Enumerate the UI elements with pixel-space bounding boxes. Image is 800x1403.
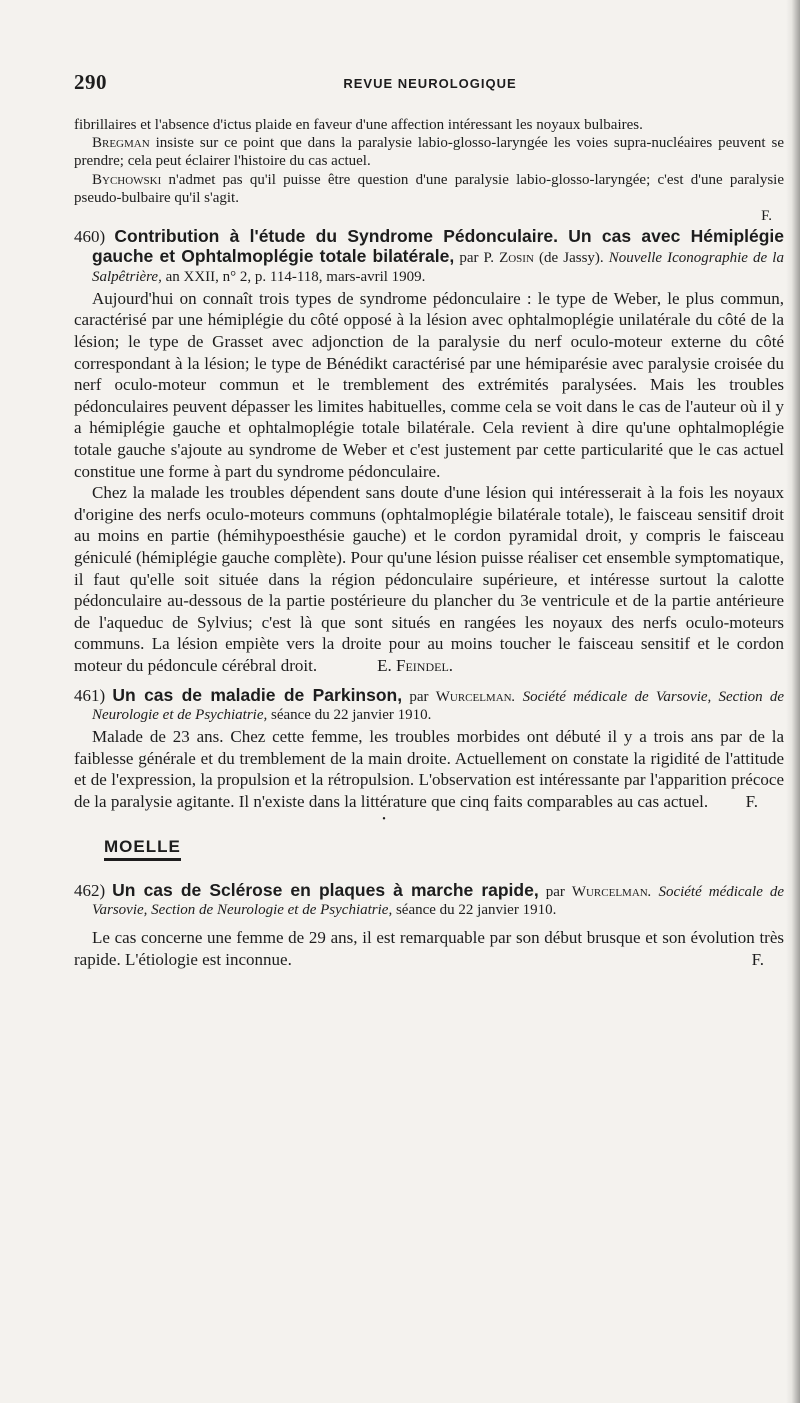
- page-number: 290: [74, 70, 107, 94]
- article-by: par: [402, 688, 436, 705]
- article-461-heading: [74, 686, 784, 724]
- signature-name: Feindel.: [396, 655, 454, 675]
- article-title: Un cas de Sclérose en plaques à marche rapide,: [112, 879, 539, 900]
- separator-ornament: •: [382, 813, 386, 825]
- article-460-paragraph-2: [74, 482, 784, 676]
- review-signature: F.: [761, 208, 772, 225]
- continuation-paragraph: fibrillaires et l'absence d'ictus plaide en faveur d'une affection intéressant les noyaux bulbaires.: [74, 117, 643, 133]
- article-citation: séance du 22 janvier 1910.: [267, 706, 432, 723]
- article-title: Contribution à l'étude du Syndrome Pédonculaire. Un cas avec Hémiplégie gauche et Ophtalmoplégie totale bilatérale,: [92, 226, 785, 267]
- article-462-heading: [74, 881, 784, 919]
- article-author: Wurcelman: [435, 688, 512, 705]
- bregman-paragraph: [74, 134, 784, 170]
- article-place: (de Jassy).: [533, 250, 609, 267]
- page-header: [74, 70, 786, 100]
- article-462-paragraph-1: Le cas concerne une femme de 29 ans, il est remarquable par son début brusque et son évolution très rapide. L'étiologie est inconnue.: [74, 928, 784, 969]
- section-heading-wrap: [74, 837, 784, 861]
- article-461-paragraph-1: Malade de 23 ans. Chez cette femme, les troubles morbides ont débuté il y a trois ans par de la faiblesse générale et du tremblement de la main droite. Actuellement on constate la rigidité de l'attitude et de l'expression, la propulsion et la rétropulsion. L'observation est intéressante par l'apparition précoce de la paralysie agitante. Il n'existe dans la littérature que cinq faits comparables au cas actuel.: [74, 726, 784, 811]
- article-journal: . Société médicale de Varsovie, Section de Neurologie et de Psychiatrie,: [92, 883, 785, 919]
- article-462-signature: F.: [751, 950, 764, 970]
- article-460-paragraph-1: Aujourd'hui on connaît trois types de syndrome pédonculaire : le type de Weber, le plus commun, caractérisé par une hémiplégie du côté opposé à la lésion avec ophtalmoplégie unilatérale du côté de la lésion; le type de Grasset avec adjonction de la paralysie du nerf oculo-moteur externe du côté correspondant à la lésion; le type de Bénédikt caractérisé par une hémiparésie avec paralysie croisée du nerf oculo-moteur commun et le tremblement des extrémités paralysées. Mais les troubles pédonculaires peuvent dépasser les limites habituelles, comme cela se voit dans le cas de l'auteur où il y a hémiplégie gauche et ophtalmoplégie totale bilatérale. Cela revient à dire qu'une ophtalmoplégie totale gauche s'ajoute au syndrome de Weber et c'est justement par cette particularité que le cas actuel constitue une forme à part du syndrome pédonculaire.: [74, 288, 784, 481]
- article-461-signature: F.: [745, 792, 758, 812]
- page-edge-shadow: [786, 0, 800, 1403]
- article-author: Wurcelman: [571, 883, 648, 900]
- article-author: Zosin: [499, 250, 534, 267]
- article-citation: an XXII, n° 2, p. 114-118, mars-avril 1909.: [161, 268, 426, 285]
- bregman-text: insiste sur ce point que dans la paralysie labio-glosso-laryngée les voies supra-nucléaires peuvent se prendre; cela peut éclairer l'histoire du cas actuel.: [74, 135, 784, 170]
- article-by: par P.: [454, 250, 500, 267]
- article-number: 461): [74, 685, 106, 705]
- paragraph-text: Chez la malade les troubles dépendent sans doute d'une lésion qui intéresserait à la fois les noyaux d'origine des nerfs oculo-moteurs communs (ophtalmoplégie bilatérale totale), le faisceau sensitif droit au moins en partie (hémihypoesthésie gauche) et le cordon pyramidal droit, y compris le faisceau géniculé (hémiplégie gauche complète). Pour qu'une lésion puisse réaliser cet ensemble symptomatique, il faut qu'elle soit située dans la région pédonculaire supérieure, et intéresse surtout la calotte pédonculaire au-dessous de la partie postérieure du plancher du 3e ventricule et de la partie antérieure de l'aqueduc de Sylvius; c'est là que sont situés en rangées les noyaux des nerfs oculo-moteurs communs. La lésion empiète vers la droite pour au moins toucher le faisceau sensitif et le cordon moteur du pédoncule cérébral droit.: [74, 483, 784, 675]
- author-bregman: Bregman: [92, 135, 150, 152]
- article-460-heading: [74, 227, 784, 286]
- article-journal: Nouvelle Iconographie de la Salpêtrière,: [92, 250, 784, 285]
- article-number: 462): [74, 880, 106, 900]
- article-number: 460): [74, 227, 106, 247]
- bychowski-paragraph: [74, 171, 784, 207]
- article-journal: . Société médicale de Varsovie, Section de Neurologie et de Psychiatrie,: [92, 688, 785, 723]
- article-citation: séance du 22 janvier 1910.: [392, 902, 557, 919]
- article-by: par: [538, 883, 572, 900]
- running-title: REVUE NEUROLOGIQUE: [343, 76, 517, 91]
- article-title: Un cas de maladie de Parkinson,: [112, 684, 403, 705]
- section-heading: MOELLE: [104, 837, 181, 861]
- author-bychowski: Bychowski: [92, 171, 162, 188]
- bychowski-text: n'admet pas qu'il puisse être question d'une paralysie labio-glosso-laryngée; c'est d'une paralysie pseudo-bulbaire qu'il s'agit.: [74, 171, 784, 206]
- signature-initial: E.: [377, 655, 396, 675]
- page-content: [74, 116, 784, 971]
